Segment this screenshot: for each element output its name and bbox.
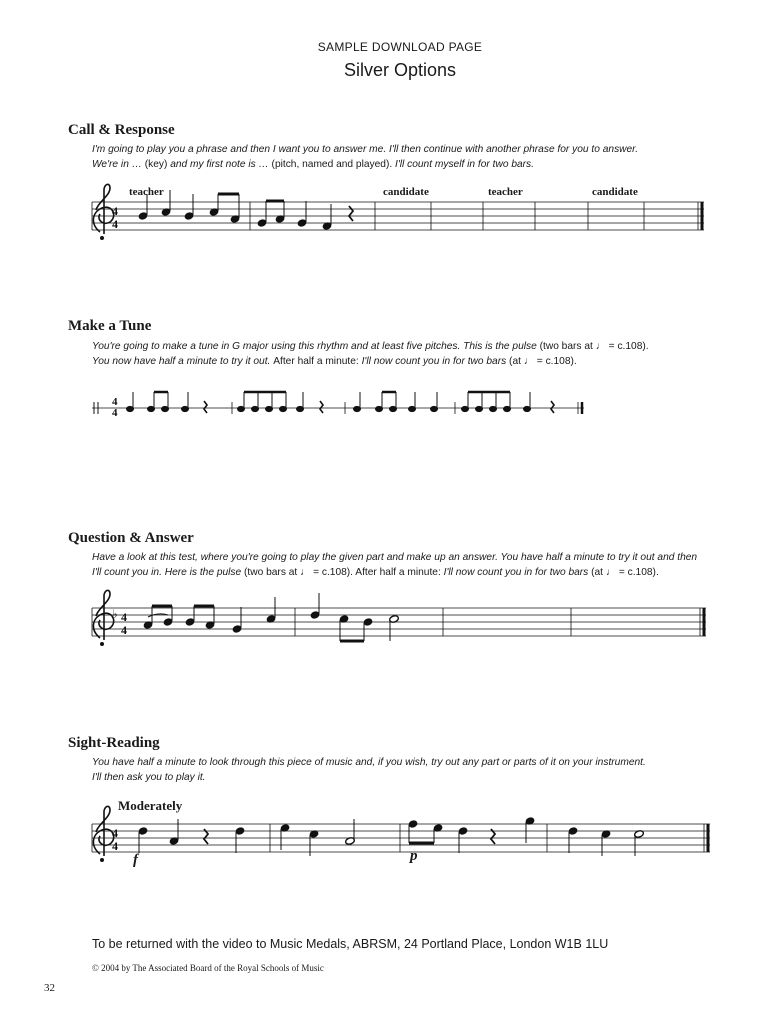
section-title-call-response: Call & Response [68, 122, 175, 138]
instruction-text: We're in … [92, 159, 145, 170]
instruction-text: (pitch, named and played). [271, 159, 393, 170]
copyright-notice: © 2004 by The Associated Board of the Royal Schools of Music [92, 963, 324, 973]
dynamic-piano: p [410, 848, 418, 864]
svg-text:4: 4 [112, 204, 118, 218]
instruction-text: (at ♩ = c.108). [509, 356, 577, 367]
instruction-text: (two bars at ♩ = c.108). After half a minute: [244, 567, 444, 578]
instruction-text: (two bars at ♩ = c.108). [539, 341, 649, 352]
instruction-text: I'll now count you in for two bars [361, 356, 510, 367]
page-title: Silver Options [343, 60, 457, 80]
svg-text:4: 4 [112, 407, 118, 419]
svg-text:4: 4 [121, 610, 127, 624]
svg-text:4: 4 [112, 217, 118, 231]
instruction-text: After half a minute: [273, 356, 362, 367]
role-label-candidate: candidate [592, 186, 638, 198]
dynamic-forte: f [133, 852, 138, 868]
instruction-text: I'll then ask you to play it. [92, 772, 206, 783]
svg-text:4: 4 [112, 826, 118, 840]
instruction-text: Have a look at this test, where you're going to play the given part and make up an answer. You have half a minute to try it out and then [92, 552, 698, 563]
role-label-candidate: candidate [383, 186, 429, 198]
tempo-marking: Moderately [118, 798, 183, 813]
instruction-text: You have half a minute to look through this piece of music and, if you wish, try out any part or parts of it on your instrument. [92, 757, 646, 768]
instruction-text: I'm going to play you a phrase and then I want you to answer me. I'll then continue with another phrase for you to answer. [92, 144, 639, 155]
instruction-text: I'll now count you in for two bars [443, 567, 592, 578]
section-title-make-a-tune: Make a Tune [68, 318, 152, 334]
instruction-text: (key) [144, 159, 168, 170]
instruction-text: I'll count myself in for two bars. [392, 159, 534, 170]
instruction-text: You're going to make a tune in G major using this rhythm and at least five pitches. This is the pulse [92, 341, 540, 352]
staff-question-answer [92, 608, 706, 636]
instruction-text: I'll count you in. Here is the pulse [92, 567, 245, 578]
instruction-text: (at ♩ = c.108). [591, 567, 659, 578]
instruction-text: and my first note is … [167, 159, 272, 170]
return-address-note: To be returned with the video to Music Medals, ABRSM, 24 Portland Place, London W1B 1LU [92, 937, 609, 951]
role-label-teacher: teacher [488, 186, 523, 198]
svg-text:4: 4 [112, 839, 118, 853]
header-label: SAMPLE DOWNLOAD PAGE [317, 40, 483, 54]
svg-text:4: 4 [112, 396, 118, 408]
svg-text:♭: ♭ [112, 607, 118, 621]
section-title-question-answer: Question & Answer [68, 530, 194, 546]
instruction-text: You now have half a minute to try it out. [92, 356, 274, 367]
section-title-sight-reading: Sight-Reading [68, 735, 160, 751]
svg-text:4: 4 [121, 623, 127, 637]
staff-sight-reading [92, 824, 710, 852]
role-label-teacher: teacher [129, 186, 164, 198]
page-number: 32 [44, 982, 55, 994]
staff-call-response [92, 202, 704, 230]
